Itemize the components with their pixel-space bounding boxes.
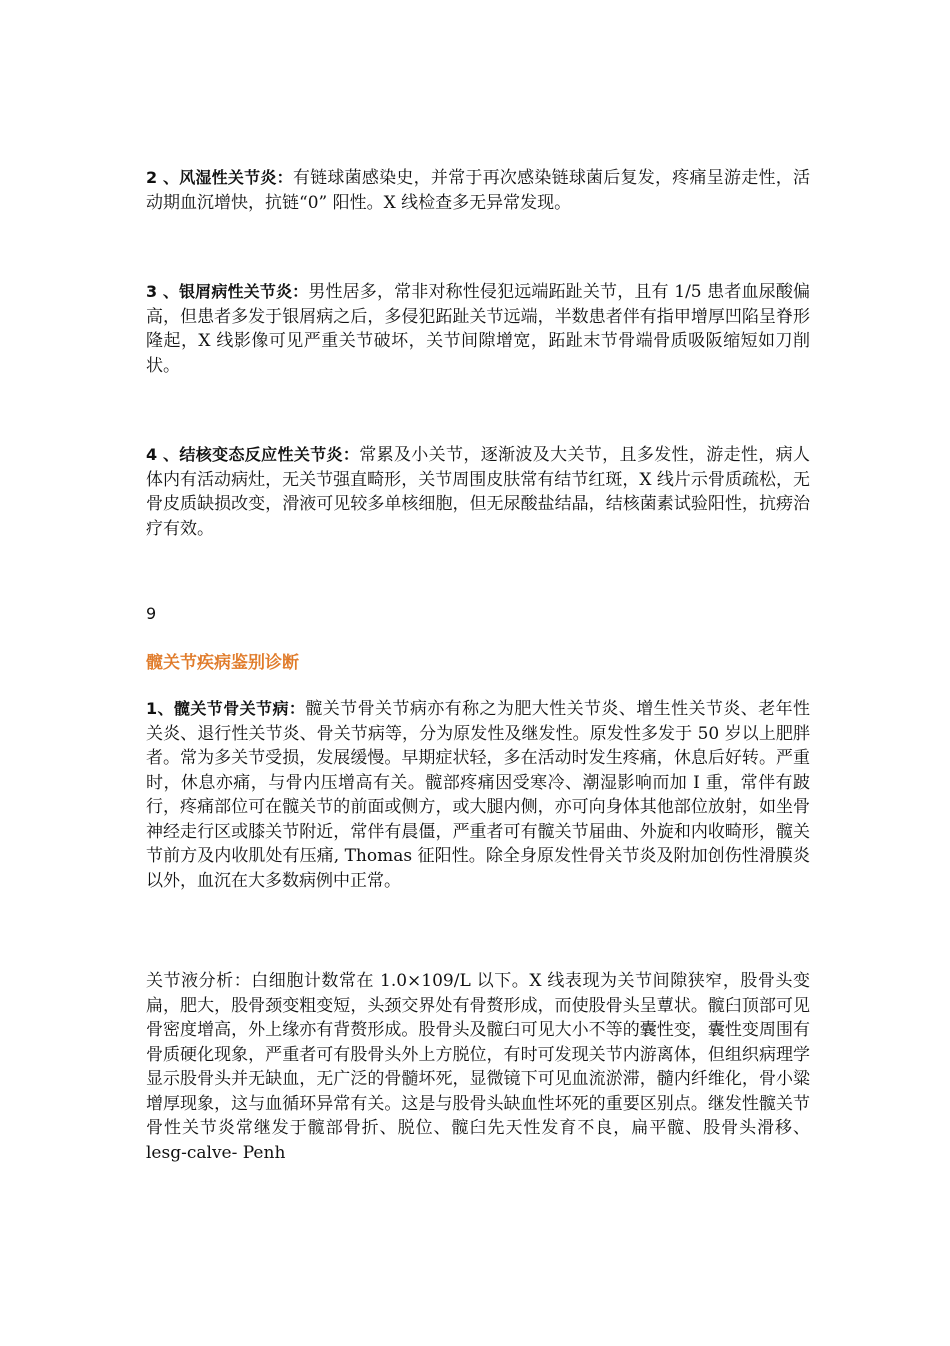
tuberculous-arthritis-heading: 4 、结核变态反应性关节炎： <box>146 445 360 464</box>
tuberculous-arthritis-paragraph <box>146 443 810 541</box>
rheumatic-arthritis-paragraph <box>146 166 810 215</box>
psoriatic-arthritis-paragraph <box>146 280 810 378</box>
tuberculous-arthritis-body: 常累及小关节，逐渐波及大关节，且多发性，游走性，病人体内有活动病灶，无关节强直畸形，关节周围皮肤常有结节红斑，X 线片示骨质疏松，无骨皮质缺损改变，滑液可见较多单核细胞，但无尿酸盐结晶，结核菌素试验阳性，抗痨治疗有效。 <box>146 445 810 539</box>
synovial-fluid-paragraph: 关节液分析：白细胞计数常在 1.0×109/L 以下。X 线表现为关节间隙狭窄，股骨头变扁，肥大，股骨颈变粗变短，头颈交界处有骨赘形成，而使股骨头呈蕈状。髋臼顶部可见骨密度增高，外上缘亦有背赘形成。股骨头及髋臼可见大小不等的囊性变，囊性变周围有骨质硬化现象，严重者可有股骨头外上方脱位，有时可发现关节内游离体，但组织病理学显示股骨头并无缺血，无广泛的骨髓坏死，显微镜下可见血流淤滞，髓内纤维化，骨小粱增厚现象，这与血循环异常有关。这是与股骨头缺血性坏死的重要区别点。继发性髋关节骨性关节炎常继发于髋部骨折、脱位、髋臼先天性发育不良，扁平髋、股骨头滑移、lesg-calve- Penh <box>146 971 810 1163</box>
rheumatic-arthritis-body: 有链球菌感染史，并常于再次感染链球菌后复发，疼痛呈游走性，活动期血沉增快，抗链“0” 阳性。X 线检查多无异常发现。 <box>146 168 810 213</box>
page-number: 9 <box>146 604 157 623</box>
section-title: 髋关节疾病鉴别诊断 <box>146 653 299 673</box>
rheumatic-arthritis-heading: 2 、风湿性关节炎： <box>146 168 293 187</box>
psoriatic-arthritis-heading: 3 、银屑病性关节炎： <box>146 282 309 301</box>
hip-osteoarthritis-heading: 1、髋关节骨关节病： <box>146 699 306 718</box>
hip-osteoarthritis-body: 髋关节骨关节病亦有称之为肥大性关节炎、增生性关节炎、老年性关炎、退行性关节炎、骨关节病等，分为原发性及继发性。原发性多发于 50 岁以上肥胖者。常为多关节受损，发展缓慢。早期症状轻，多在活动时发生疼痛，休息后好转。严重时，休息亦痛，与骨内压增高有关。髋部疼痛因受寒冷、潮湿影响而加 I 重，常伴有跛行，疼痛部位可在髋关节的前面或侧方，或大腿内侧，亦可向身体其他部位放射，如坐骨神经走行区或膝关节附近，常伴有晨僵，严重者可有髋关节届曲、外旋和内收畸形，髋关节前方及内收肌处有压痛, Thomas 征阳性。除全身原发性骨关节炎及附加创伤性滑膜炎以外，血沉在大多数病例中正常。 <box>146 699 810 891</box>
psoriatic-arthritis-body: 男性居多，常非对称性侵犯远端跖趾关节，且有 1/5 患者血尿酸偏高，但患者多发于银屑病之后，多侵犯跖趾关节远端，半数患者伴有指甲增厚凹陷呈脊形隆起，X 线影像可见严重关节破坏，关节间隙增宽，跖趾末节骨端骨质吸阪缩短如刀削状。 <box>146 282 810 376</box>
hip-osteoarthritis-paragraph <box>146 697 810 893</box>
